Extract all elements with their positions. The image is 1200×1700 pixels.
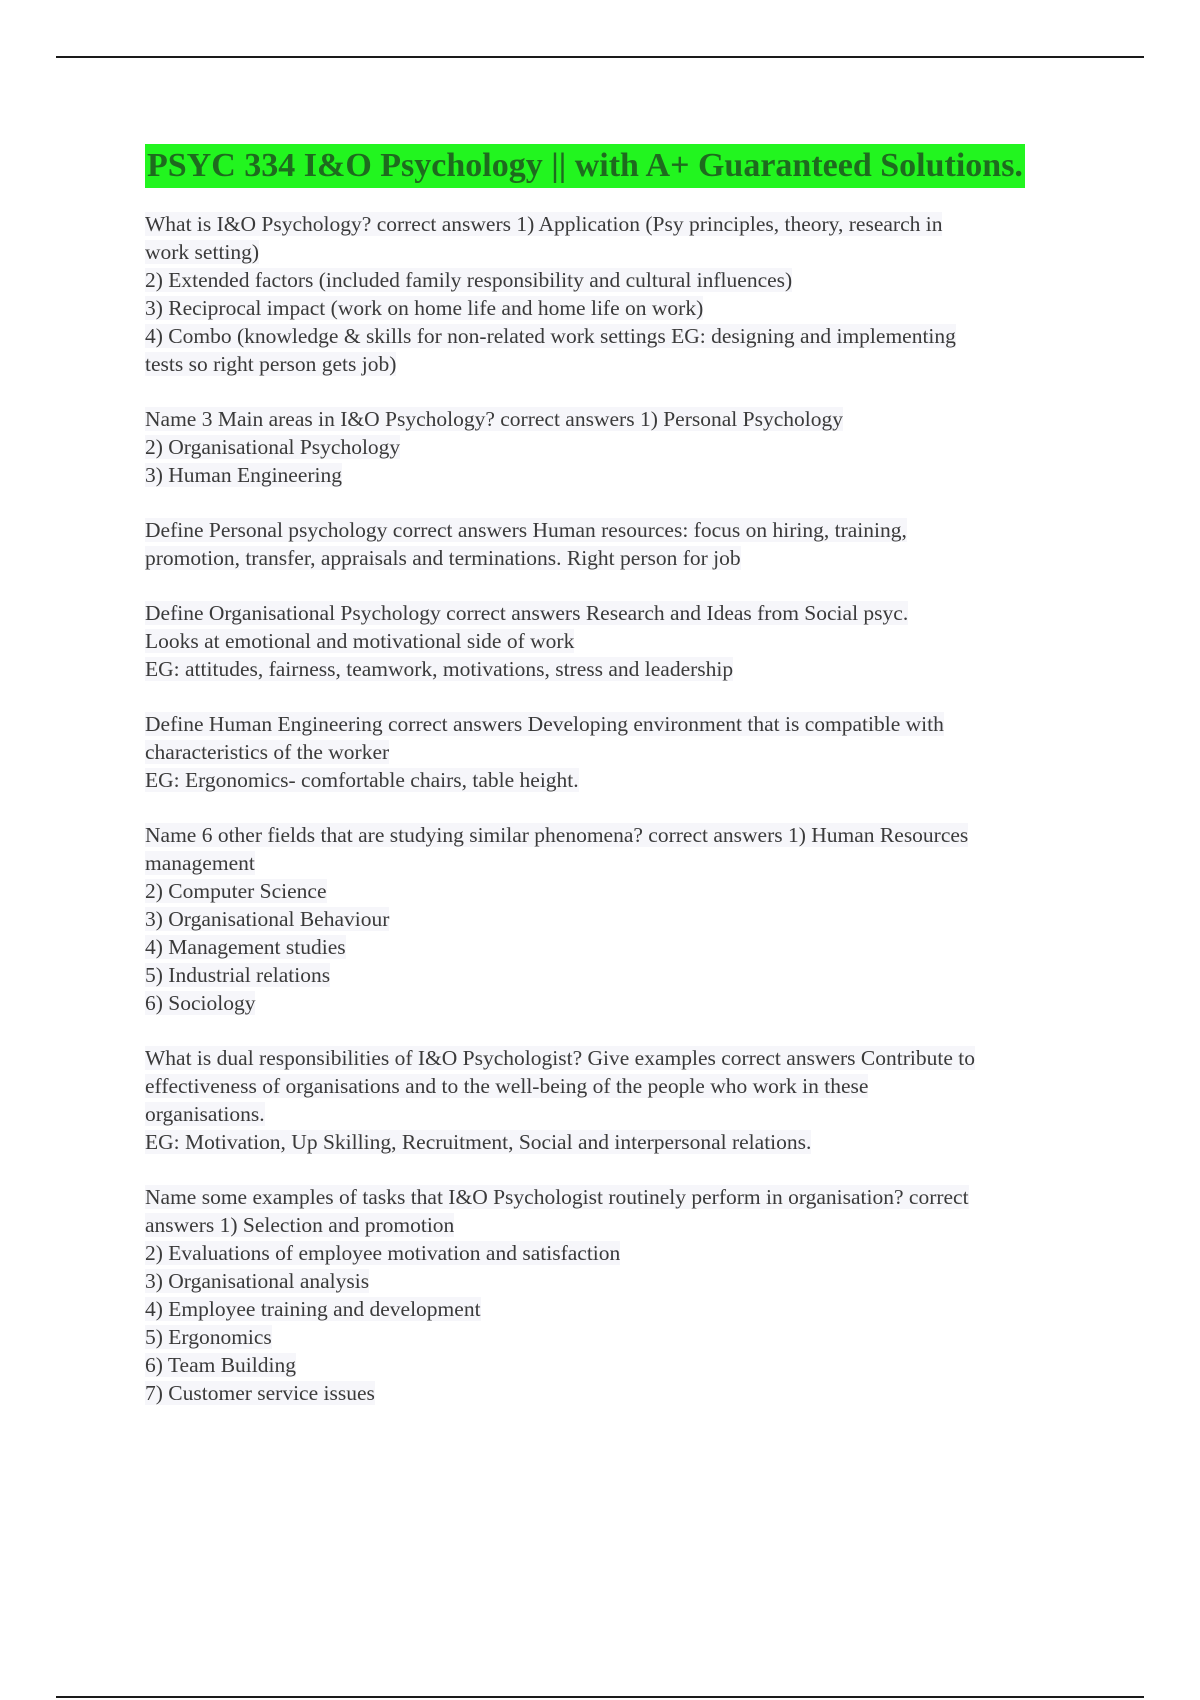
document-body	[145, 144, 1080, 1434]
qa-line	[145, 266, 1080, 294]
footer-rule	[56, 1696, 1144, 1698]
qa-line-text: promotion, transfer, appraisals and terminations. Right person for job	[145, 546, 741, 570]
qa-line-text: Name 6 other fields that are studying similar phenomena? correct answers 1) Human Resources	[145, 823, 969, 847]
qa-line	[145, 1128, 1080, 1156]
qa-list	[145, 210, 1080, 1407]
qa-line-text: Define Organisational Psychology correct answers Research and Ideas from Social psyc.	[145, 601, 909, 625]
qa-line	[145, 322, 1080, 350]
qa-line-text: 4) Employee training and development	[145, 1297, 481, 1321]
qa-item	[145, 516, 1080, 572]
qa-item	[145, 599, 1080, 683]
qa-line	[145, 933, 1080, 961]
qa-line-text: 3) Organisational analysis	[145, 1269, 370, 1293]
qa-line-text: Define Personal psychology correct answers Human resources: focus on hiring, training,	[145, 518, 907, 542]
qa-line-text: Looks at emotional and motivational side of work	[145, 629, 575, 653]
qa-line-text: organisations.	[145, 1102, 265, 1126]
qa-line-text: What is dual responsibilities of I&O Psychologist? Give examples correct answers Contribute to	[145, 1046, 975, 1070]
qa-line	[145, 1183, 1080, 1211]
qa-line	[145, 1323, 1080, 1351]
qa-line	[145, 989, 1080, 1017]
qa-line-text: characteristics of the worker	[145, 740, 390, 764]
qa-item	[145, 821, 1080, 1017]
document-title: PSYC 334 I&O Psychology || with A+ Guaranteed Solutions.	[145, 144, 1025, 188]
qa-line	[145, 905, 1080, 933]
qa-line-text: EG: Motivation, Up Skilling, Recruitment, Social and interpersonal relations.	[145, 1130, 812, 1154]
qa-line	[145, 1211, 1080, 1239]
qa-item	[145, 1044, 1080, 1156]
qa-line-text: 2) Organisational Psychology	[145, 435, 401, 459]
qa-line	[145, 1267, 1080, 1295]
qa-line	[145, 1100, 1080, 1128]
qa-line	[145, 738, 1080, 766]
qa-line-text: Define Human Engineering correct answers Developing environment that is compatible with	[145, 712, 944, 736]
qa-line-text: 5) Ergonomics	[145, 1325, 272, 1349]
qa-line	[145, 1072, 1080, 1100]
qa-line	[145, 877, 1080, 905]
qa-line	[145, 821, 1080, 849]
qa-line-text: management	[145, 851, 255, 875]
qa-line	[145, 461, 1080, 489]
qa-line	[145, 1295, 1080, 1323]
qa-line-text: 3) Reciprocal impact (work on home life and home life on work)	[145, 296, 704, 320]
qa-item	[145, 405, 1080, 489]
qa-line-text: 2) Extended factors (included family responsibility and cultural influences)	[145, 268, 793, 292]
qa-item	[145, 710, 1080, 794]
qa-line	[145, 766, 1080, 794]
qa-line	[145, 1379, 1080, 1407]
qa-line-text: tests so right person gets job)	[145, 352, 397, 376]
qa-line	[145, 294, 1080, 322]
header-rule	[56, 56, 1144, 58]
qa-line-text: 6) Sociology	[145, 991, 256, 1015]
qa-line	[145, 627, 1080, 655]
qa-line-text: Name some examples of tasks that I&O Psychologist routinely perform in organisation? correct	[145, 1185, 969, 1209]
qa-line	[145, 516, 1080, 544]
qa-line-text: effectiveness of organisations and to the well-being of the people who work in these	[145, 1074, 869, 1098]
qa-line-text: What is I&O Psychology? correct answers 1) Application (Psy principles, theory, research in	[145, 212, 943, 236]
qa-line-text: EG: attitudes, fairness, teamwork, motivations, stress and leadership	[145, 657, 734, 681]
qa-line	[145, 1239, 1080, 1267]
qa-line	[145, 1044, 1080, 1072]
qa-line	[145, 544, 1080, 572]
qa-line	[145, 655, 1080, 683]
qa-line	[145, 210, 1080, 238]
qa-line	[145, 238, 1080, 266]
qa-line	[145, 1351, 1080, 1379]
qa-line	[145, 961, 1080, 989]
qa-line-text: 2) Evaluations of employee motivation and satisfaction	[145, 1241, 621, 1265]
qa-line	[145, 433, 1080, 461]
qa-line	[145, 350, 1080, 378]
qa-line-text: Name 3 Main areas in I&O Psychology? correct answers 1) Personal Psychology	[145, 407, 843, 431]
qa-line-text: 4) Combo (knowledge & skills for non-related work settings EG: designing and implementing	[145, 324, 956, 348]
qa-line-text: 6) Team Building	[145, 1353, 296, 1377]
qa-line-text: 3) Human Engineering	[145, 463, 343, 487]
qa-line-text: 5) Industrial relations	[145, 963, 331, 987]
qa-line-text: 4) Management studies	[145, 935, 346, 959]
qa-item	[145, 1183, 1080, 1407]
qa-line-text: work setting)	[145, 240, 260, 264]
qa-line	[145, 599, 1080, 627]
qa-line	[145, 710, 1080, 738]
qa-line-text: EG: Ergonomics- comfortable chairs, table height.	[145, 768, 579, 792]
qa-line-text: 7) Customer service issues	[145, 1381, 375, 1405]
qa-line-text: answers 1) Selection and promotion	[145, 1213, 455, 1237]
qa-line-text: 3) Organisational Behaviour	[145, 907, 390, 931]
qa-line	[145, 849, 1080, 877]
qa-line	[145, 405, 1080, 433]
qa-item	[145, 210, 1080, 378]
qa-line-text: 2) Computer Science	[145, 879, 327, 903]
